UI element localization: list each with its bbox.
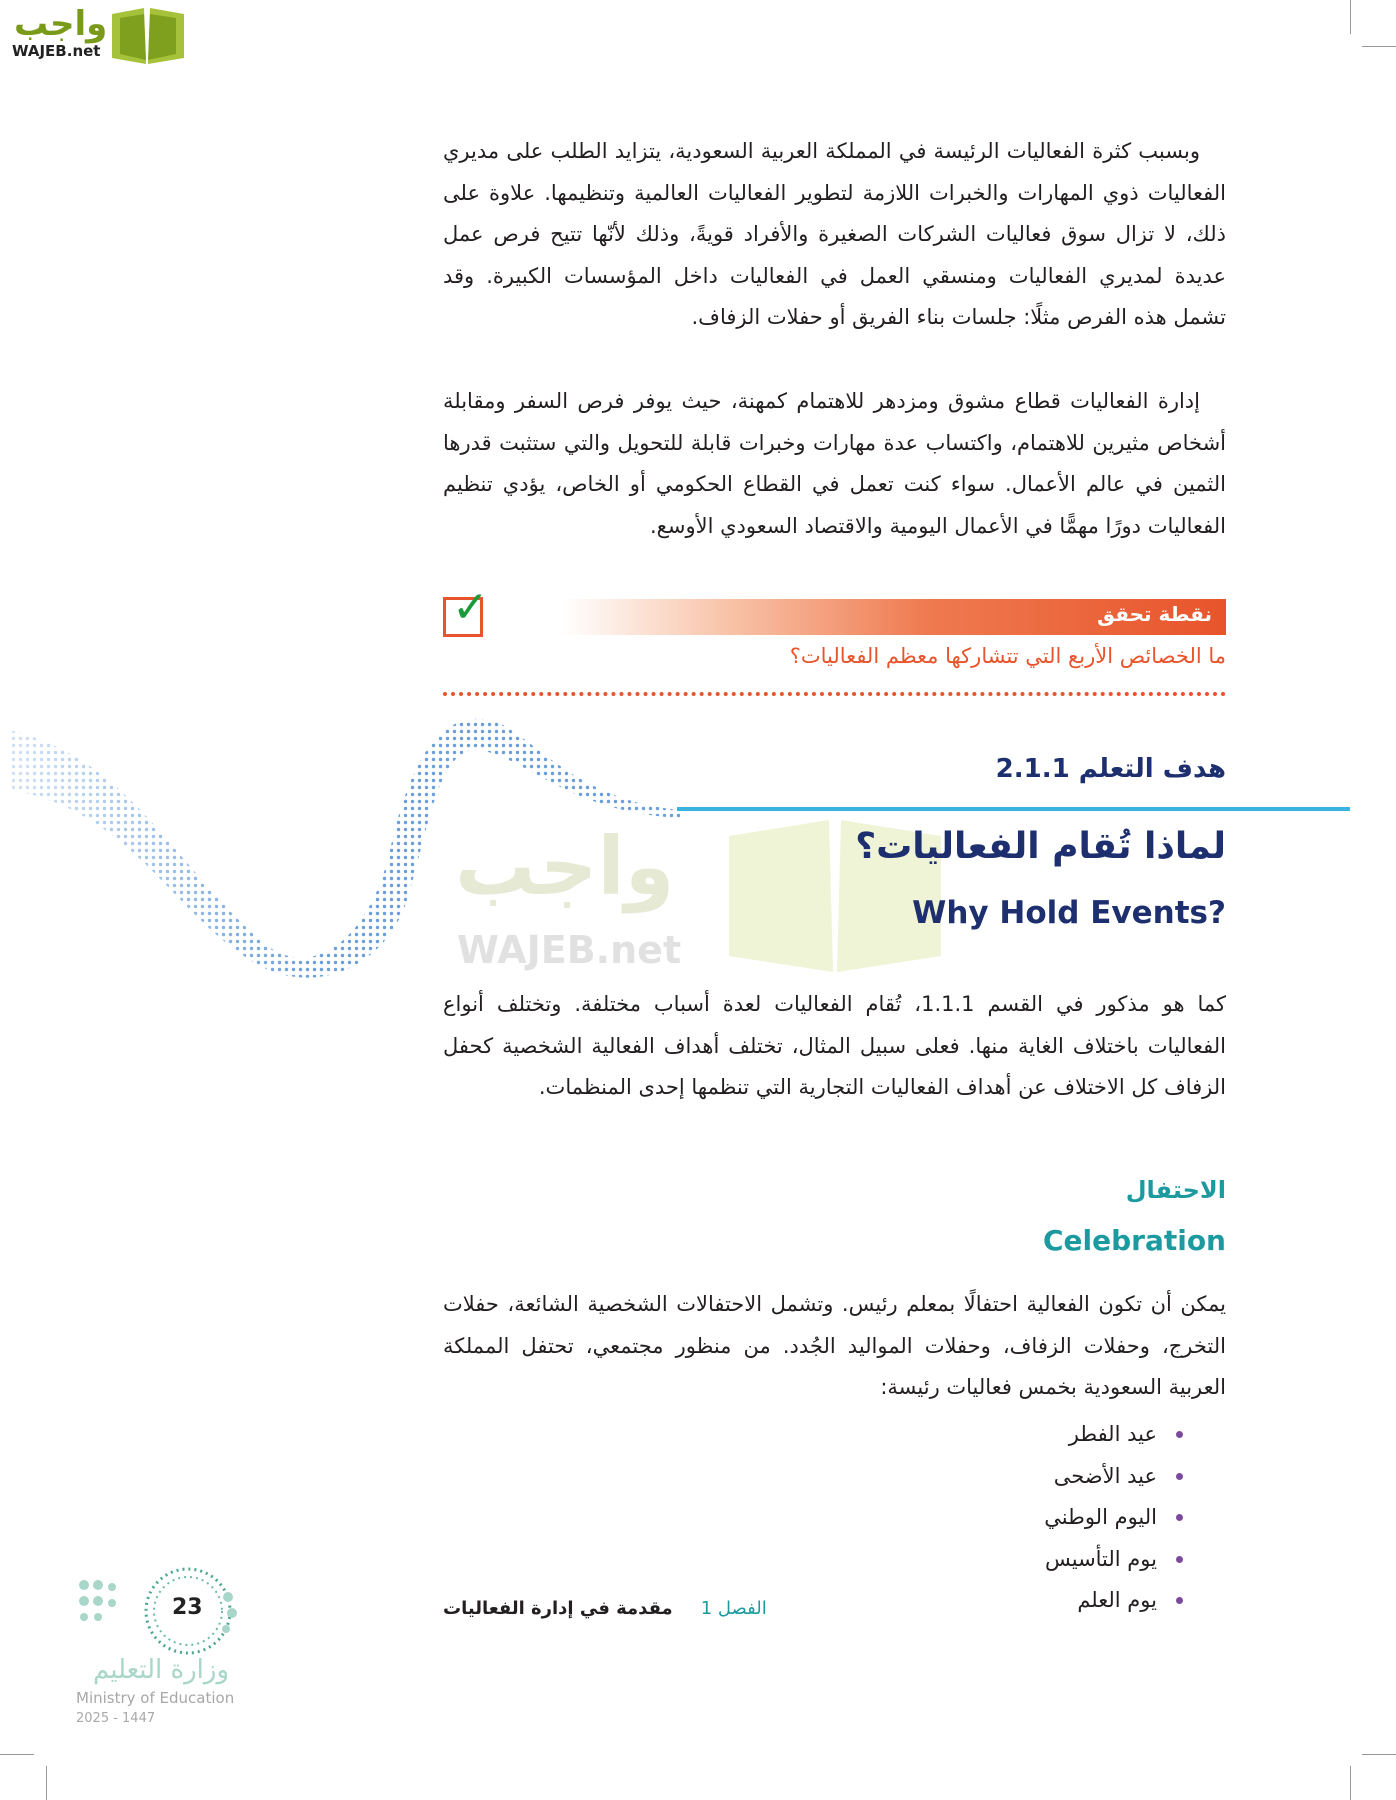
checkmark-icon: ✓ [452,582,489,633]
section-intro [443,984,1226,1109]
edition-year: 2025 - 1447 [76,1711,156,1726]
crop-mark [1350,1766,1351,1800]
checkpoint-label: نقطة تحقق [1097,602,1212,626]
crop-mark [1362,46,1396,47]
watermark-arabic: واجب [455,820,675,913]
wajeb-logo[interactable] [8,4,188,68]
paragraph-text: إدارة الفعاليات قطاع مشوق ومزدهر للاهتمام كمهنة، حيث يوفر فرص السفر ومقابلة أشخاص مثيرين للاهتمام، واكتساب عدة مهارات وخبرات قابلة للتحويل والتي ستثبت قدرها الثمين في عالم الأعمال. سواء كنت تعمل في القطاع الحكومي أو الخاص، يؤدي تنظيم الفعاليات دورًا مهمًّا في الأعمال اليومية والاقتصاد السعودي الأوسع. [443,389,1226,538]
paragraph-2 [443,381,1226,547]
ministry-name-arabic: وزارة التعليم [92,1655,230,1685]
chapter-footer [443,1598,783,1619]
paragraph-text: يمكن أن تكون الفعالية احتفالًا بمعلم رئيس. وتشمل الاحتفالات الشخصية الشائعة، حفلات التخرج، وحفلات الزفاف، وحفلات المواليد الجُدد. من منظور مجتمعي، تحتفل المملكة العربية السعودية بخمس فعاليات رئيسة: [443,1292,1226,1400]
checkpoint-banner [562,599,1226,635]
list-item: عيد الأضحى [1044,1456,1183,1498]
list-item: عيد الفطر [1044,1414,1183,1456]
subsection-title-english: Celebration [1042,1224,1226,1257]
section-title-english: Why Hold Events? [912,895,1226,931]
chapter-number: الفصل 1 [700,1598,767,1619]
ministry-name-english: Ministry of Education [76,1689,235,1707]
list-item: اليوم الوطني [1044,1497,1183,1539]
subsection-title-arabic: الاحتفال [1125,1176,1226,1204]
checkpoint-checkbox [443,582,489,637]
checkpoint-question: ما الخصائص الأربع التي تتشاركها معظم الفعاليات؟ [789,644,1226,668]
crop-mark [1350,0,1351,34]
logo-latin: WAJEB.net [12,42,101,60]
section-divider [677,807,1350,811]
paragraph-text: وبسبب كثرة الفعاليات الرئيسة في المملكة العربية السعودية، يتزايد الطلب على مديري الفعاليات ذوي المهارات والخبرات اللازمة لتطوير الفعاليات العالمية وتنظيمها. علاوة على ذلك، لا تزال سوق فعاليات الشركات الصغيرة والأفراد قويةً، وذلك لأنّها تتيح فرص عمل عديدة لمديري الفعاليات ومنسقي العمل في الفعاليات داخل المؤسسات الكبيرة. وقد تشمل هذه الفرص مثلًا: جلسات بناء الفريق أو حفلات الزفاف. [443,139,1226,330]
ministry-logo [76,1559,256,1734]
celebrations-list [1044,1414,1183,1622]
page-number: 23 [172,1595,203,1620]
list-item: يوم العلم [1044,1580,1183,1622]
section-title-arabic: لماذا تُقام الفعاليات؟ [855,826,1226,867]
crop-mark [0,1754,34,1755]
subsection-text [443,1284,1226,1409]
learning-objective: هدف التعلم 2.1.1 [995,754,1226,784]
crop-mark [1362,1754,1396,1755]
paragraph-1 [443,131,1226,339]
logo-arabic: واجب [14,4,108,44]
list-item: يوم التأسيس [1044,1539,1183,1581]
ministry-dots-icon [76,1559,246,1659]
chapter-title: مقدمة في إدارة الفعاليات [443,1598,673,1619]
watermark-latin: WAJEB.net [457,928,682,972]
dotted-divider [443,692,1226,696]
book-icon [108,4,188,66]
paragraph-text: كما هو مذكور في القسم 1.1.1، تُقام الفعاليات لعدة أسباب مختلفة. وتختلف أنواع الفعاليات باختلاف الغاية منها. فعلى سبيل المثال، تختلف أهداف الفعالية الشخصية كحفل الزفاف كل الاختلاف عن أهداف الفعاليات التجارية التي تنظمها إحدى المنظمات. [443,992,1227,1100]
crop-mark [46,1766,47,1800]
